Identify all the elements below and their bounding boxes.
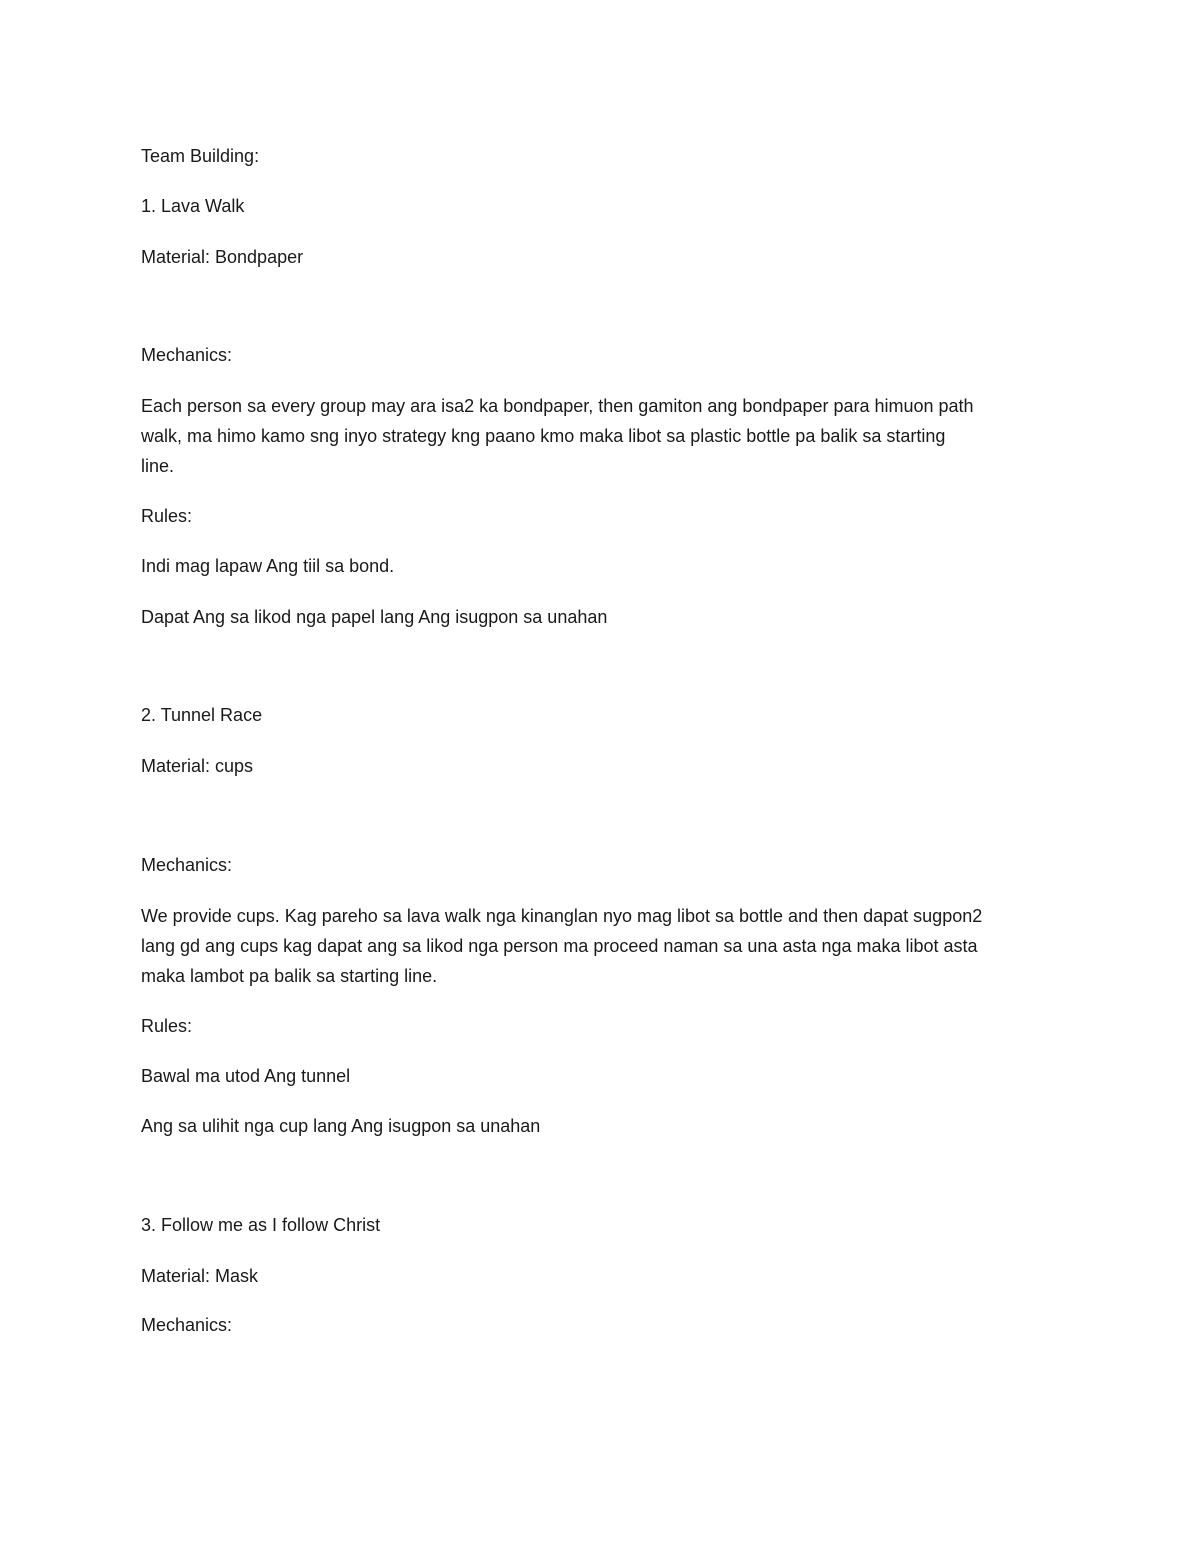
game-1-mechanics-line: Each person sa every group may ara isa2 ka bondpaper, then gamiton ang bondpaper para himuon path: [141, 396, 974, 416]
game-3-title: 3. Follow me as I follow Christ: [141, 1215, 381, 1235]
game-2-mechanics-label: Mechanics:: [141, 855, 233, 875]
game-3-mechanics-label: Mechanics:: [141, 1315, 233, 1335]
game-1-mechanics-line: walk, ma himo kamo sng inyo strategy kng paano kmo maka libot sa plastic bottle pa balik sa starting: [141, 426, 946, 446]
game-2-rule: Bawal ma utod Ang tunnel: [141, 1066, 351, 1086]
game-2-mechanics-text: [141, 901, 1061, 991]
game-3-material: Material: Mask: [141, 1266, 259, 1286]
game-2-rule: Ang sa ulihit nga cup lang Ang isugpon sa unahan: [141, 1116, 541, 1136]
game-2-mechanics-line: lang gd ang cups kag dapat ang sa likod nga person ma proceed naman sa una asta nga maka libot asta: [141, 936, 978, 956]
game-1-rule: Indi mag lapaw Ang tiil sa bond.: [141, 556, 395, 576]
game-1-mechanics-label: Mechanics:: [141, 345, 233, 365]
game-2-material: Material: cups: [141, 756, 254, 776]
game-2-title: 2. Tunnel Race: [141, 705, 263, 725]
game-1-title: 1. Lava Walk: [141, 196, 245, 216]
game-1-mechanics-text: [141, 391, 1061, 481]
document-heading: Team Building:: [141, 146, 260, 166]
game-2-mechanics-line: We provide cups. Kag pareho sa lava walk nga kinanglan nyo mag libot sa bottle and then dapat sugpon2: [141, 906, 983, 926]
game-2-rules-label: Rules:: [141, 1016, 193, 1036]
game-1-mechanics-line: line.: [141, 456, 175, 476]
game-1-rule: Dapat Ang sa likod nga papel lang Ang isugpon sa unahan: [141, 607, 608, 627]
game-2-mechanics-line: maka lambot pa balik sa starting line.: [141, 966, 438, 986]
game-1-rules-label: Rules:: [141, 506, 193, 526]
game-1-material: Material: Bondpaper: [141, 247, 304, 267]
